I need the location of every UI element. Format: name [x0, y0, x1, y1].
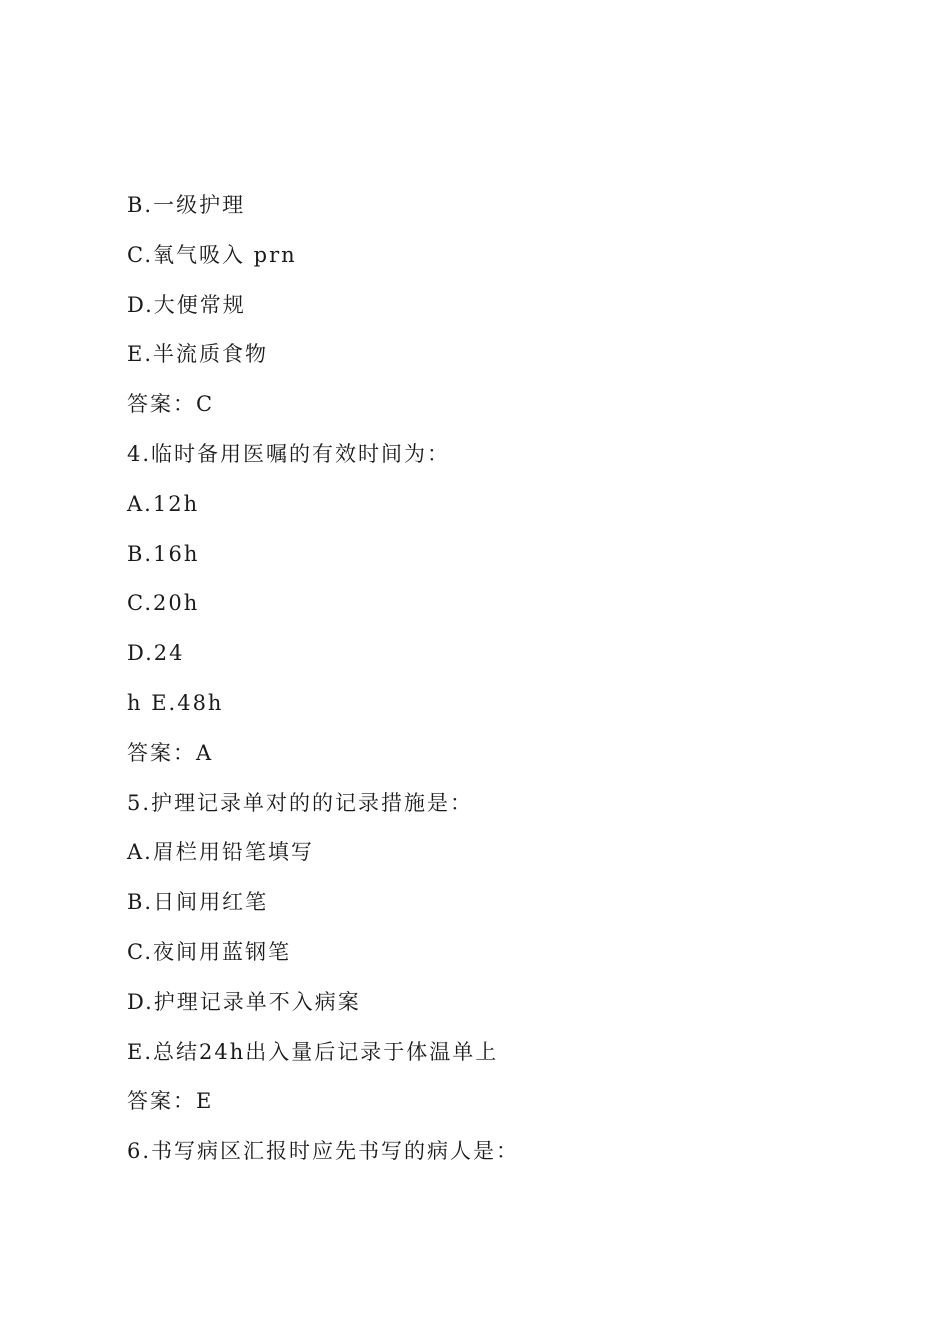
option-line: D.大便常规 [127, 292, 246, 317]
option-line: D.24 [127, 641, 185, 666]
option-line: C.20h [127, 591, 200, 616]
option-line: C.夜间用蓝钢笔 [127, 939, 291, 964]
option-line: A.眉栏用铅笔填写 [127, 840, 314, 865]
option-line: E.总结24h出入量后记录于体温单上 [127, 1039, 499, 1064]
option-line: B.16h [127, 541, 200, 566]
answer-line: 答案：A [127, 740, 214, 765]
question-line: 6.书写病区汇报时应先书写的病人是： [127, 1139, 520, 1164]
document-body [127, 188, 887, 1184]
question-line: 5.护理记录单对的的记录措施是： [127, 790, 474, 815]
question-line: 4.临时备用医嘱的有效时间为： [127, 441, 451, 466]
option-line: B.日间用红笔 [127, 890, 269, 915]
option-line: D.护理记录单不入病案 [127, 989, 361, 1014]
option-line: B.一级护理 [127, 193, 246, 217]
answer-line: 答案：E [127, 1089, 214, 1114]
answer-line: 答案：C [127, 392, 215, 417]
option-line: h E.48h [127, 690, 224, 715]
option-line: E.半流质食物 [127, 342, 269, 367]
option-line: C.氧气吸入 prn [127, 242, 297, 267]
option-line: A.12h [127, 491, 200, 516]
